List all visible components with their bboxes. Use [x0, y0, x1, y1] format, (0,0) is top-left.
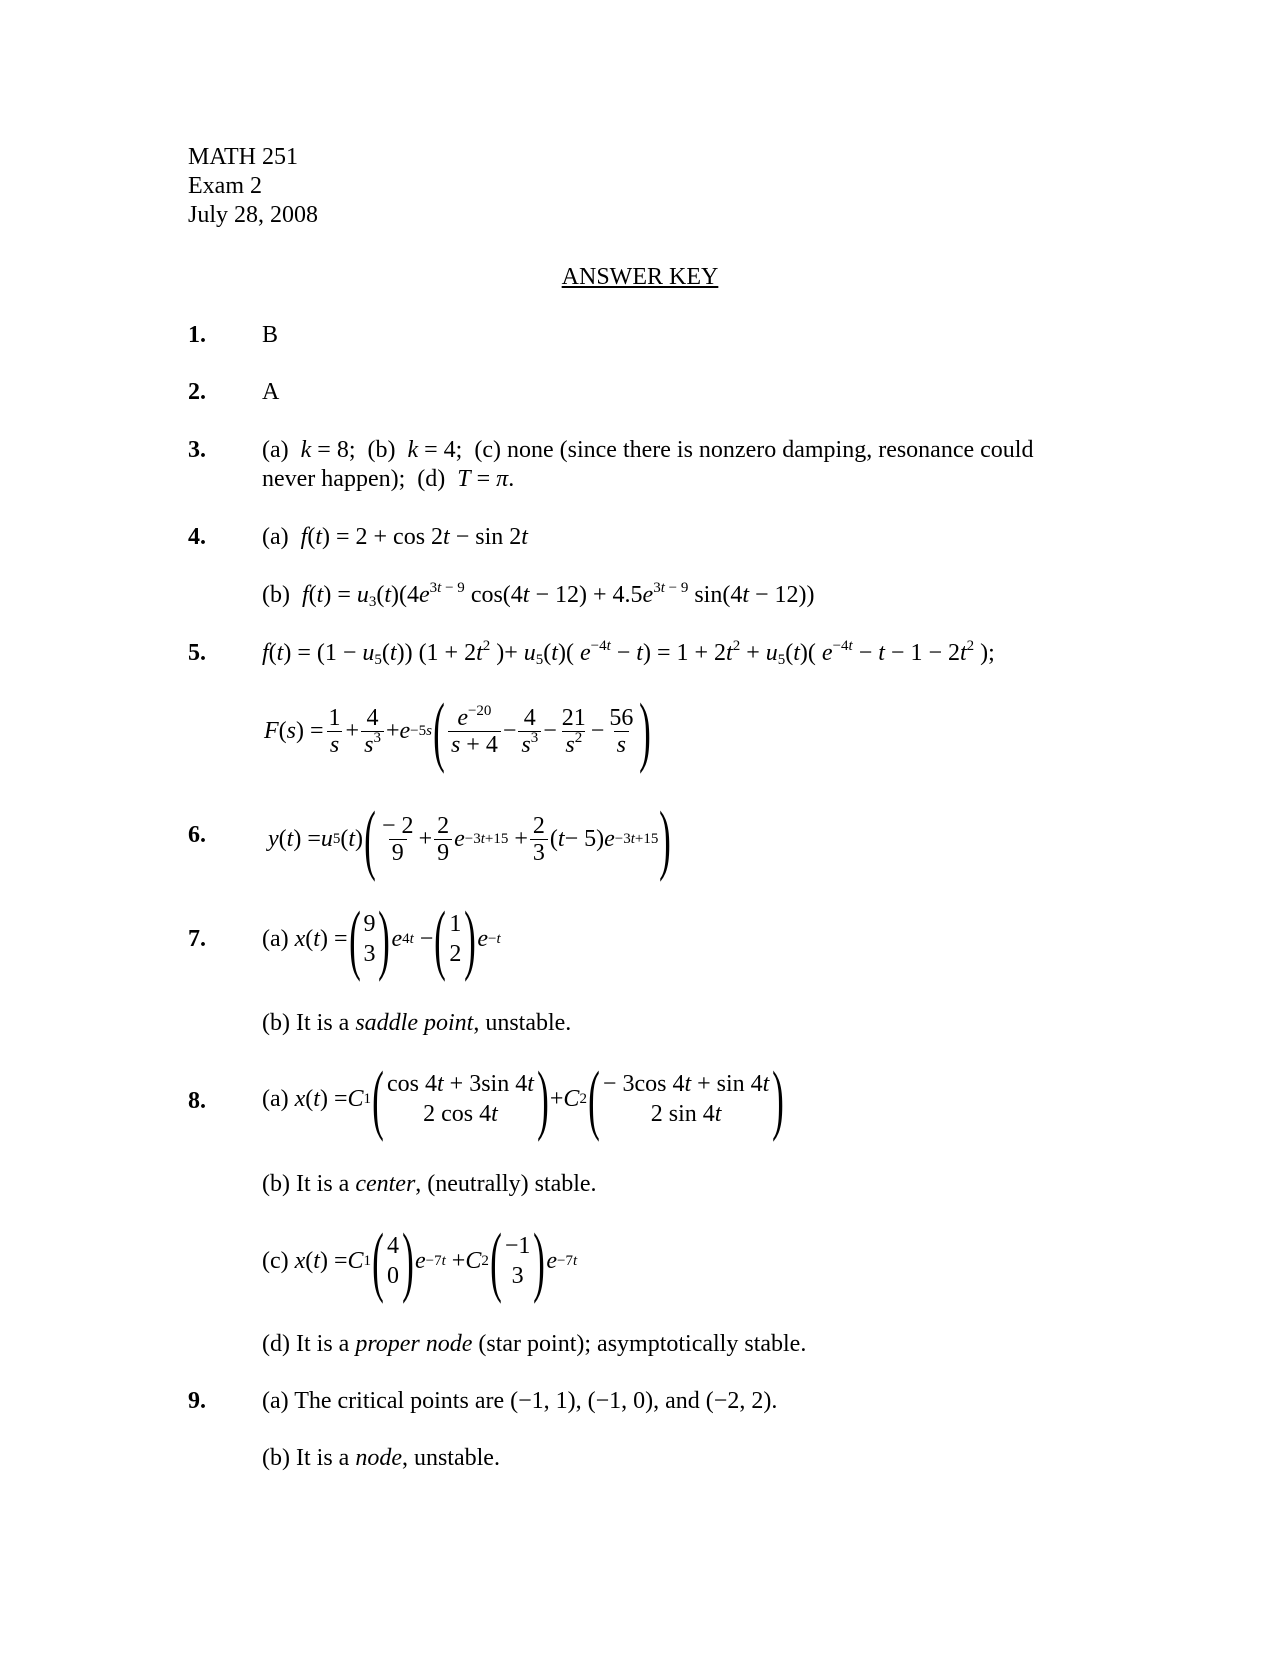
- answer-6-y: y ( t ) = u 5 ( t ) ( $\frac{- 2}{9}$ + $\frac{2}{9}$ e −3t+15 + $\frac{2}{3}$ ( t − 5) e −3t+15 ): [268, 795, 672, 882]
- answer-9a: (a) The critical points are (−1, 1), (−1, 0), and (−2, 2).: [262, 1388, 778, 1414]
- answer-1-number: 1.: [188, 322, 206, 348]
- answer-3-line1: (a) k = 8; (b) k = 4; (c) none (since there is nonzero damping, resonance could: [262, 437, 1034, 463]
- answer-7b: (b) It is a saddle point, unstable.: [262, 1010, 572, 1036]
- answer-3-number: 3.: [188, 437, 206, 463]
- answer-8b: (b) It is a center, (neutrally) stable.: [262, 1171, 597, 1197]
- exam-date: July 28, 2008: [188, 202, 319, 228]
- answer-5-F: F ( s ) = $\frac{1}{s}$ + $\frac{4}{s^3}$ + e −5s ( $\frac{e^{-20}}{s + 4}$ − $\frac{4}{s^3}$ − $\frac{21}{s^2}$ − $\frac{56}{s}$ ): [264, 687, 652, 774]
- answer-1-text: B: [262, 322, 279, 348]
- answer-3-line2: never happen); (d) T = π.: [262, 466, 515, 492]
- answer-4b: (b) $f(t) = u_3(t)(4e^{3t - 9}$ $\cos(4t - 12) + 4.5e^{3t - 9}$ sin(4t − 12)): [262, 580, 815, 610]
- answer-4a: (a) f(t) = 2 + cos 2t − sin 2t: [262, 524, 528, 550]
- answer-7a: (a) x ( t ) = ( 9 3 ) e 4t − ( 1 2 ) e −t: [262, 895, 501, 982]
- answer-8c: (c) x ( t ) = C 1 ( 4 0 ) e −7t + C 2 ( −1 3 ) e −7t: [262, 1217, 578, 1304]
- answer-8d: (d) It is a proper node (star point); asymptotically stable.: [262, 1331, 807, 1357]
- answer-2-text: A: [262, 379, 280, 405]
- exam-name: Exam 2: [188, 173, 262, 199]
- answer-2-number: 2.: [188, 379, 206, 405]
- answer-9b: (b) It is a node, unstable.: [262, 1445, 500, 1471]
- answer-9-number: 9.: [188, 1388, 206, 1414]
- page-title: ANSWER KEY: [561, 264, 719, 290]
- answer-6-number: 6.: [188, 822, 206, 848]
- answer-5-f: $f(t) = (1 - u_5(t))$ ($1 + 2t^2$ )+ $u_5(t)$( $e^{-4t} - t) = 1 + 2t^2 + u_5(t)$( $e^{-4t} - t - 1 - 2t^2$ );: [262, 638, 995, 668]
- answer-5-number: 5.: [188, 640, 206, 666]
- answer-8a: (a) x ( t ) = C 1 ( cos 4t + 3sin 4t 2 cos 4t ) + C 2 ( − 3cos 4t + sin 4t 2 sin 4t ): [262, 1055, 785, 1142]
- answer-4-number: 4.: [188, 524, 206, 550]
- answer-8-number: 8.: [188, 1088, 206, 1114]
- course-name: MATH 251: [188, 144, 299, 170]
- answer-7-number: 7.: [188, 926, 206, 952]
